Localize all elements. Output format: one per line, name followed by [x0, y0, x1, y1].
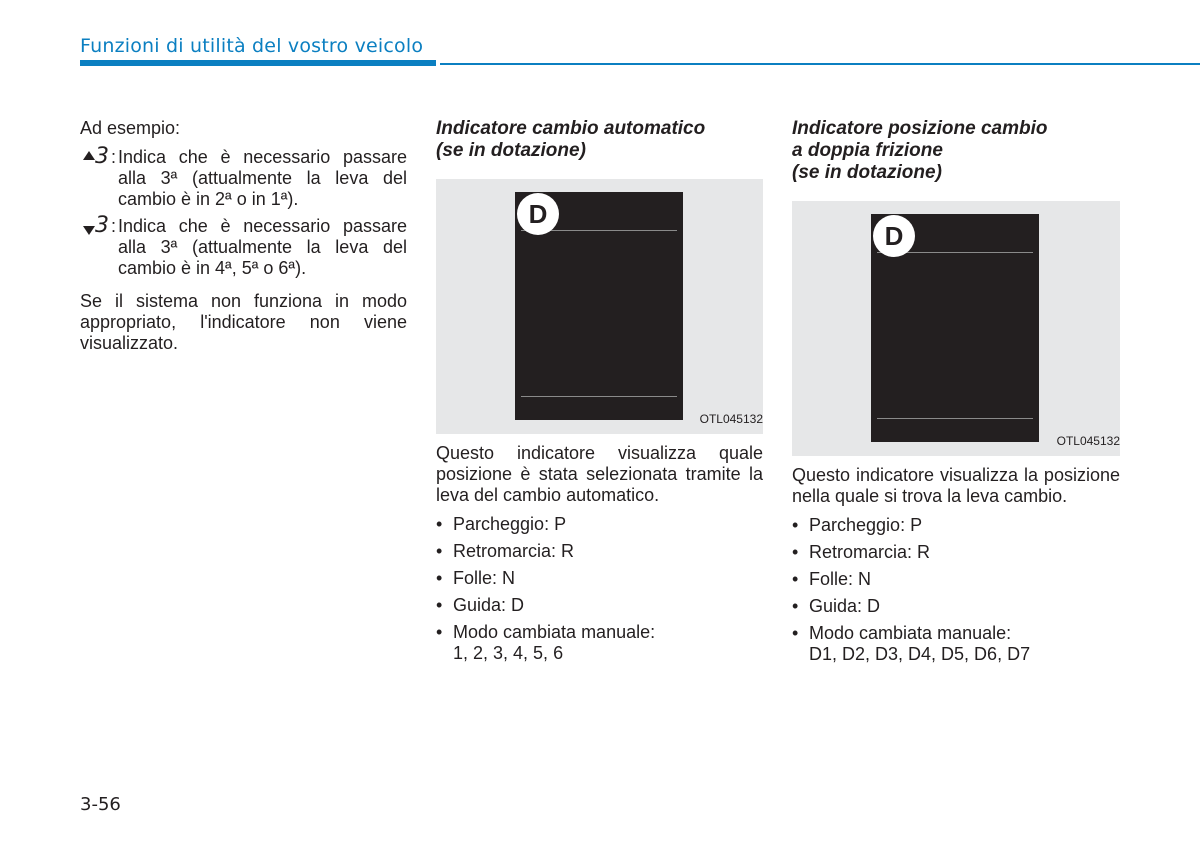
list-item: • Modo cambiata manuale: D1, D2, D3, D4, D5, D6, D7: [792, 623, 1120, 665]
figure-code: OTL045132: [1056, 434, 1120, 448]
gear-digit: 3: [95, 144, 109, 169]
shift-down-text: Indica che è necessario passare alla 3ª (attualmente la leva del cambio è in 4ª, 5ª o 6ª).: [118, 216, 407, 278]
gear-position-badge: D: [517, 193, 559, 235]
shift-down-item: [80, 213, 407, 279]
list-item: • Parcheggio: P: [436, 514, 763, 535]
arrow-up-icon: [83, 151, 95, 160]
section-heading: Indicatore cambio automatico (se in dotazione): [436, 118, 706, 161]
shift-up-symbol: 3 :: [80, 147, 118, 169]
description-text: Questo indicatore visualizza quale posizione è stata selezionata tramite la leva del cambio automatico.: [436, 443, 763, 505]
gear-indicator-figure: [792, 201, 1120, 456]
section-title: Funzioni di utilità del vostro veicolo: [80, 35, 424, 57]
header-rule-thick: [80, 60, 436, 66]
figure-code: OTL045132: [699, 412, 763, 426]
intro-text: Ad esempio:: [80, 118, 181, 138]
note-text: Se il sistema non funziona in modo appropriato, l'indicatore non viene visualizzato.: [80, 291, 407, 353]
page-number: 3-56: [80, 794, 121, 815]
shift-down-symbol: 3 :: [80, 216, 118, 238]
gear-list: [792, 515, 1120, 665]
arrow-down-icon: [83, 226, 95, 235]
list-item: • Folle: N: [792, 569, 1120, 590]
header-rule-thin: [440, 63, 1200, 65]
gear-list: [436, 514, 763, 664]
left-column: [80, 118, 407, 354]
gear-digit: 3: [95, 213, 109, 238]
shift-up-item: [80, 144, 407, 210]
list-item: • Parcheggio: P: [792, 515, 1120, 536]
description-text: Questo indicatore visualizza la posizione nella quale si trova la leva cambio.: [792, 465, 1120, 506]
list-item: • Guida: D: [436, 595, 763, 616]
list-item: • Retromarcia: R: [792, 542, 1120, 563]
list-item: • Guida: D: [792, 596, 1120, 617]
divider-line: [521, 396, 677, 397]
gear-position-badge: D: [873, 215, 915, 257]
section-heading: Indicatore posizione cambio a doppia frizione (se in dotazione): [792, 118, 1048, 183]
list-item: • Retromarcia: R: [436, 541, 763, 562]
list-item: • Folle: N: [436, 568, 763, 589]
gear-indicator-figure: [436, 179, 763, 434]
right-column: [792, 118, 1120, 671]
list-item: • Modo cambiata manuale: 1, 2, 3, 4, 5, 6: [436, 622, 763, 664]
middle-column: [436, 118, 763, 670]
divider-line: [877, 418, 1033, 419]
shift-up-text: Indica che è necessario passare alla 3ª (attualmente la leva del cambio è in 2ª o in 1ª).: [118, 147, 407, 209]
